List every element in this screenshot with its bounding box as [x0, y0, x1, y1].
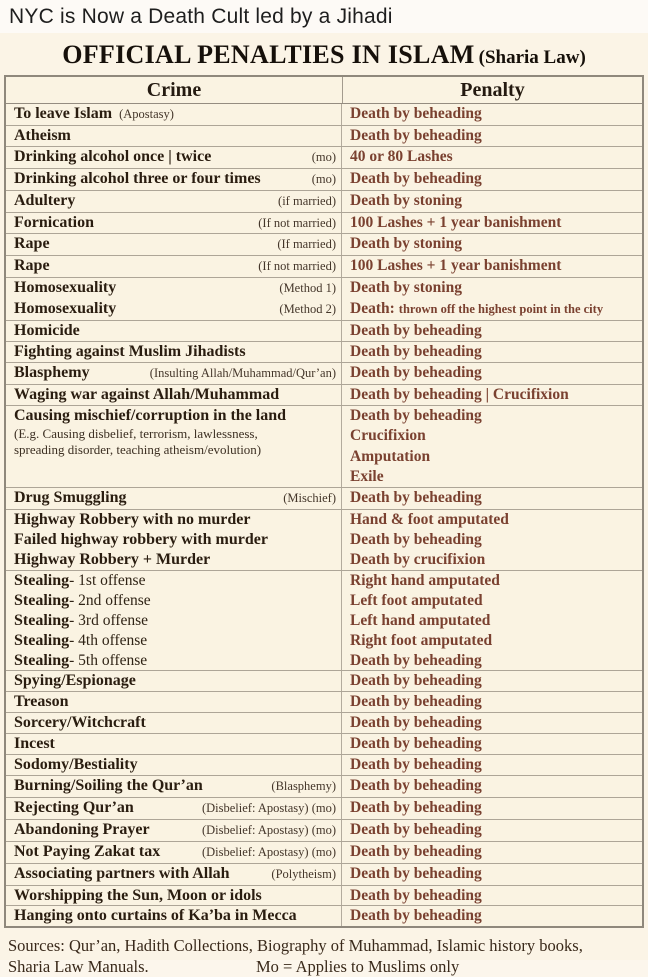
- table-row: [6, 820, 642, 841]
- crime-label: Causing mischief/corruption in the land: [14, 406, 287, 424]
- crime-cell: [6, 104, 342, 125]
- table-row-group: [6, 321, 642, 342]
- penalty-label: Left foot amputated: [350, 591, 483, 609]
- penalty-label: Death by beheading | Crucifixion: [350, 385, 569, 403]
- table-row: [6, 591, 642, 611]
- penalty-cell: [342, 671, 642, 691]
- table-row: [6, 406, 642, 488]
- penalty-cell: [342, 104, 642, 125]
- crime-cell: [6, 256, 342, 277]
- table-row-group: [6, 755, 642, 776]
- table-row: [6, 631, 642, 651]
- crime-label: Rape: [14, 235, 50, 253]
- crime-label: Highway Robbery + Murder: [14, 551, 211, 569]
- crime-label: Spying/Espionage: [14, 672, 136, 690]
- crime-label: Hanging onto curtains of Ka’ba in Mecca: [14, 907, 297, 925]
- penalty-cell: [342, 488, 642, 509]
- table-row: [6, 363, 642, 384]
- penalty-label: Death by beheading: [350, 886, 482, 904]
- crime-label: Stealing: [14, 611, 70, 629]
- crime-label: Stealing: [14, 631, 70, 649]
- mo-abbreviation-note: Mo = Applies to Muslims only: [256, 957, 460, 977]
- crime-suffix: - 4th offense: [69, 631, 148, 649]
- table-row: [6, 755, 642, 775]
- crime-label: Sodomy/Bestiality: [14, 756, 138, 774]
- table-row-group: [6, 256, 642, 278]
- penalty-cell: [342, 256, 642, 277]
- sources-line-2-left: Sharia Law Manuals.: [8, 957, 149, 977]
- penalty-line: Death by beheading: [350, 406, 482, 424]
- crime-qualifier: (Disbelief: Apostasy) (mo): [201, 844, 336, 859]
- penalty-label: Death by beheading: [350, 169, 482, 187]
- crime-cell: [6, 488, 342, 509]
- table-row: [6, 278, 642, 299]
- crime-cell: [6, 234, 342, 255]
- penalty-cell: [342, 842, 642, 863]
- crime-cell: [6, 191, 342, 212]
- table-row: [6, 530, 642, 550]
- table-row: [6, 611, 642, 631]
- crime-cell: [6, 126, 342, 146]
- crime-qualifier: (If not married): [258, 259, 336, 274]
- penalty-cell: [342, 169, 642, 190]
- penalty-label: 40 or 80 Lashes: [350, 147, 453, 165]
- table-row-group: [6, 488, 642, 510]
- crime-cell: [6, 755, 342, 775]
- table-footer: [8, 935, 640, 977]
- crime-suffix: - 3rd offense: [69, 611, 149, 629]
- crime-label: Homicide: [14, 322, 80, 340]
- penalty-label: Death by beheading: [350, 714, 482, 732]
- crime-label: Fighting against Muslim Jihadists: [14, 342, 246, 360]
- crime-label: Rape: [14, 257, 50, 275]
- table-row-group: [6, 842, 642, 864]
- penalty-label: Death by beheading: [350, 735, 482, 753]
- crime-label: Worshipping the Sun, Moon or idols: [14, 886, 262, 904]
- penalty-cell: [342, 321, 642, 341]
- crime-label: Stealing: [14, 651, 70, 669]
- penalty-label: Left hand amputated: [350, 611, 491, 629]
- crime-qualifier: (Disbelief: Apostasy) (mo): [201, 822, 336, 837]
- crime-cell: [6, 147, 342, 168]
- crime-label: Not Paying Zakat tax: [14, 842, 161, 860]
- penalty-cell: [342, 342, 642, 362]
- table-row-group: [6, 278, 642, 321]
- table-row-group: [6, 906, 642, 926]
- penalty-label: Death by beheading: [350, 651, 482, 669]
- table-row-group: [6, 571, 642, 672]
- table-header-row: [6, 77, 642, 104]
- crime-cell: [6, 651, 342, 671]
- penalty-cell: [342, 734, 642, 754]
- penalty-label: Death by crucifixion: [350, 551, 486, 569]
- penalty-cell: [342, 864, 642, 885]
- penalty-label: Death by beheading: [350, 105, 482, 122]
- penalty-label: Death by beheading: [350, 342, 482, 360]
- table-title-suffix: (Sharia Law): [478, 47, 586, 68]
- table-row-group: [6, 191, 642, 213]
- crime-cell: [6, 385, 342, 405]
- crime-cell: [6, 906, 342, 926]
- penalty-cell: [342, 611, 642, 631]
- crime-label: Abandoning Prayer: [14, 820, 150, 838]
- crime-label: Highway Robbery with no murder: [14, 511, 251, 529]
- table-title: OFFICIAL PENALTIES IN ISLAM: [62, 40, 475, 69]
- penalty-lead: Death:: [350, 300, 395, 318]
- crime-label: Drug Smuggling: [14, 489, 127, 507]
- crime-label: Waging war against Allah/Muhammad: [14, 385, 280, 403]
- penalty-label: Death by stoning: [350, 191, 462, 209]
- penalty-cell: [342, 713, 642, 733]
- crime-qualifier: (Apostasy): [119, 107, 174, 121]
- penalty-label: Death by beheading: [350, 777, 482, 794]
- crime-label: Burning/Soiling the Qur’an: [14, 777, 203, 794]
- penalty-cell: [342, 798, 642, 819]
- crime-note-line: (E.g. Causing disbelief, terrorism, lawlessness,: [14, 425, 258, 441]
- table-row: [6, 321, 642, 341]
- table-row: [6, 256, 642, 277]
- crime-qualifier: (Insulting Allah/Muhammad/Qur’an): [149, 365, 336, 380]
- penalty-cell: [342, 213, 642, 234]
- table-row: [6, 734, 642, 754]
- crime-cell: [6, 842, 342, 863]
- penalty-cell: [342, 755, 642, 775]
- table-row-group: [6, 213, 642, 235]
- table-row: [6, 510, 642, 530]
- crime-cell: [6, 363, 342, 384]
- penalty-cell: [342, 234, 642, 255]
- crime-cell: [6, 530, 342, 550]
- crime-qualifier: (Blasphemy): [271, 779, 336, 793]
- table-row: [6, 234, 642, 255]
- penalty-cell: [342, 886, 642, 906]
- crime-label: Stealing: [14, 591, 70, 609]
- penalty-cell: [342, 191, 642, 212]
- penalty-line: Crucifixion: [350, 427, 426, 445]
- crime-label: Fornication: [14, 213, 94, 231]
- penalty-cell: [342, 631, 642, 651]
- penalty-label: Death by beheading: [350, 820, 482, 838]
- crime-label: Drinking alcohol once | twice: [14, 147, 212, 165]
- crime-cell: [6, 299, 342, 320]
- table-row-group: [6, 820, 642, 842]
- crime-cell: [6, 342, 342, 362]
- penalty-cell: [342, 385, 642, 405]
- sources-line: Sources: Qur’an, Hadith Collections, Biography of Muhammad, Islamic history books,: [8, 936, 583, 956]
- column-header-crime: Crime: [6, 77, 343, 103]
- table-row-group: [6, 385, 642, 406]
- top-caption: NYC is Now a Death Cult led by a Jihadi: [0, 0, 648, 33]
- table-row: [6, 126, 642, 146]
- table-row-group: [6, 671, 642, 692]
- penalty-cell: [342, 571, 642, 591]
- crime-qualifier: (mo): [311, 171, 336, 186]
- table-row-group: [6, 234, 642, 256]
- table-row: [6, 651, 642, 671]
- penalty-cell: [342, 147, 642, 168]
- penalty-label: Death by beheading: [350, 489, 482, 507]
- crime-label: Treason: [14, 693, 69, 711]
- crime-cell: [6, 213, 342, 234]
- penalty-cell: [342, 510, 642, 530]
- table-row: [6, 713, 642, 733]
- table-row-group: [6, 798, 642, 820]
- crime-cell: [6, 820, 342, 841]
- crime-note-line: spreading disorder, teaching atheism/evolution): [14, 442, 262, 458]
- penalty-cell: [342, 406, 642, 488]
- crime-cell: [6, 886, 342, 906]
- crime-cell: [6, 611, 342, 631]
- crime-cell: [6, 550, 342, 570]
- penalty-label: Death by beheading: [350, 864, 482, 882]
- penalty-cell: [342, 692, 642, 712]
- table-row: [6, 798, 642, 819]
- penalty-label: Death by beheading: [350, 798, 482, 816]
- penalty-cell: [342, 776, 642, 797]
- table-row: [6, 864, 642, 885]
- table-row: [6, 147, 642, 168]
- penalty-label: Death by beheading: [350, 842, 482, 860]
- crime-label: Drinking alcohol three or four times: [14, 169, 261, 187]
- crime-qualifier: (Method 1): [279, 281, 336, 296]
- table-row-group: [6, 147, 642, 169]
- crime-cell: [6, 169, 342, 190]
- penalty-cell: [342, 126, 642, 146]
- crime-qualifier: (if married): [278, 193, 336, 208]
- table-row: [6, 671, 642, 691]
- crime-suffix: - 1st offense: [69, 571, 146, 589]
- table-row: [6, 842, 642, 863]
- penalty-cell: [342, 651, 642, 671]
- penalty-label: Death by beheading: [350, 322, 482, 340]
- crime-cell: [6, 798, 342, 819]
- penalty-cell: [342, 591, 642, 611]
- crime-qualifier: (If not married): [258, 215, 336, 230]
- penalty-label: Death by beheading: [350, 907, 482, 925]
- table-row-group: [6, 104, 642, 126]
- table-row-group: [6, 406, 642, 489]
- penalty-label: Death by beheading: [350, 363, 482, 381]
- crime-cell: [6, 713, 342, 733]
- crime-label: Associating partners with Allah: [14, 864, 230, 882]
- penalty-label: Death by beheading: [350, 672, 482, 690]
- table-row-group: [6, 692, 642, 713]
- crime-cell: [6, 776, 342, 797]
- crime-cell: [6, 591, 342, 611]
- penalty-label: thrown off the highest point in the city: [398, 302, 604, 317]
- crime-cell: [6, 406, 342, 488]
- table-row: [6, 692, 642, 712]
- penalties-table: [4, 75, 644, 928]
- table-row-group: [6, 169, 642, 191]
- penalty-line: Amputation: [350, 447, 431, 465]
- crime-cell: [6, 278, 342, 299]
- penalty-cell: [342, 299, 642, 320]
- table-row-group: [6, 734, 642, 755]
- table-row: [6, 571, 642, 591]
- crime-cell: [6, 510, 342, 530]
- penalty-label: 100 Lashes + 1 year banishment: [350, 257, 562, 275]
- crime-label: Sorcery/Witchcraft: [14, 714, 146, 732]
- penalty-label: Death by beheading: [350, 693, 482, 711]
- table-row-group: [6, 342, 642, 363]
- table-row: [6, 488, 642, 509]
- crime-qualifier: (Disbelief: Apostasy) (mo): [201, 800, 336, 815]
- penalty-label: Hand & foot amputated: [350, 511, 509, 529]
- crime-label: Stealing: [14, 571, 70, 589]
- crime-cell: [6, 321, 342, 341]
- table-row: [6, 776, 642, 797]
- penalty-cell: [342, 278, 642, 299]
- penalty-line: Exile: [350, 467, 384, 485]
- penalty-cell: [342, 530, 642, 550]
- crime-label: Adultery: [14, 191, 76, 209]
- penalty-cell: [342, 363, 642, 384]
- table-row: [6, 385, 642, 405]
- table-row-group: [6, 886, 642, 907]
- crime-qualifier: (If married): [277, 237, 336, 252]
- table-row: [6, 104, 642, 125]
- crime-suffix: - 5th offense: [69, 651, 148, 669]
- penalty-label: Death by stoning: [350, 235, 462, 253]
- table-row: [6, 342, 642, 362]
- sources-line-2: [8, 956, 640, 977]
- crime-label: Atheism: [14, 126, 71, 144]
- table-row-group: [6, 864, 642, 886]
- crime-qualifier: (Mischief): [283, 491, 336, 506]
- penalty-label: Right foot amputated: [350, 631, 493, 649]
- table-row-group: [6, 510, 642, 571]
- crime-label: To leave Islam: [14, 105, 113, 122]
- table-row: [6, 299, 642, 320]
- crime-label: Incest: [14, 735, 55, 753]
- crime-cell: [6, 734, 342, 754]
- crime-label: Blasphemy: [14, 363, 90, 381]
- table-row-group: [6, 363, 642, 385]
- crime-label: Homosexuality: [14, 300, 117, 318]
- table-title-row: [0, 40, 648, 70]
- table-row-group: [6, 776, 642, 798]
- penalty-label: Death by beheading: [350, 756, 482, 774]
- penalty-cell: [342, 550, 642, 570]
- table-row-group: [6, 126, 642, 147]
- crime-cell: [6, 631, 342, 651]
- crime-qualifier: (mo): [311, 149, 336, 164]
- table-row: [6, 169, 642, 190]
- table-row: [6, 213, 642, 234]
- crime-cell: [6, 864, 342, 885]
- column-header-penalty: Penalty: [460, 79, 525, 101]
- crime-qualifier: (Method 2): [279, 302, 336, 317]
- crime-title-line: [14, 406, 336, 426]
- penalty-label: 100 Lashes + 1 year banishment: [350, 213, 562, 231]
- crime-label: Rejecting Qur’an: [14, 798, 134, 816]
- table-row: [6, 191, 642, 212]
- table-row: [6, 906, 642, 926]
- table-row-group: [6, 713, 642, 734]
- penalty-label: Death by stoning: [350, 279, 462, 297]
- penalty-cell: [342, 906, 642, 926]
- table-row: [6, 550, 642, 570]
- penalty-label: Death by beheading: [350, 531, 482, 549]
- penalty-cell: [342, 820, 642, 841]
- crime-cell: [6, 671, 342, 691]
- crime-label: Homosexuality: [14, 279, 117, 297]
- crime-qualifier: (Polytheism): [271, 866, 336, 881]
- crime-label: Failed highway robbery with murder: [14, 531, 268, 549]
- penalty-label: Right hand amputated: [350, 571, 500, 589]
- crime-cell: [6, 692, 342, 712]
- table-row: [6, 886, 642, 906]
- penalty-label: Death by beheading: [350, 126, 482, 144]
- crime-cell: [6, 571, 342, 591]
- table-body: [6, 104, 642, 926]
- crime-suffix: - 2nd offense: [69, 591, 151, 609]
